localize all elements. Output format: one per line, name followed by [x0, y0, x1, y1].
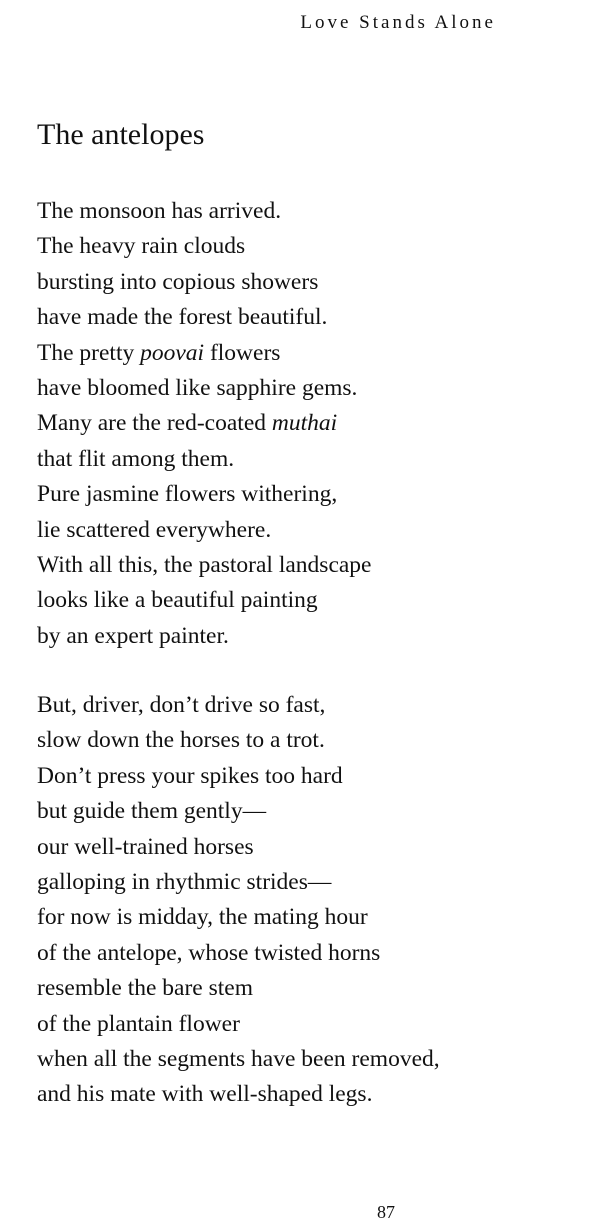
poem-line: of the plantain flower: [37, 1010, 240, 1037]
page-number: 87: [377, 1202, 395, 1222]
italic-word: poovai: [140, 339, 205, 366]
poem-line: but guide them gently—: [37, 798, 267, 825]
poem-line: With all this, the pastoral landscape: [37, 551, 372, 578]
poem-line: resemble the bare stem: [37, 975, 253, 1002]
poem-title: The antelopes: [37, 118, 205, 151]
poem-line: bursting into copious showers: [37, 268, 319, 295]
poem-line: when all the segments have been removed,: [37, 1045, 440, 1072]
poem-line: have bloomed like sapphire gems.: [37, 374, 358, 401]
poem-line: The heavy rain clouds: [37, 233, 246, 260]
poem-line: Pure jasmine flowers withering,: [37, 481, 338, 508]
stanza-1: [37, 194, 372, 654]
poem-line: looks like a beautiful painting: [37, 587, 318, 614]
poem-line: slow down the horses to a trot.: [37, 727, 325, 754]
running-header: Love Stands Alone: [300, 12, 496, 33]
poem-line: and his mate with well-shaped legs.: [37, 1081, 373, 1108]
poem-line: by an expert painter.: [37, 622, 229, 649]
poem-line: of the antelope, whose twisted horns: [37, 939, 381, 966]
poem-line: that flit among them.: [37, 445, 235, 472]
poem-line: Many are the red-coated muthai: [37, 410, 338, 437]
poem-line: have made the forest beautiful.: [37, 304, 328, 331]
poem-line: for now is midday, the mating hour: [37, 904, 368, 931]
stanza-2: [37, 688, 440, 1113]
poem-line: But, driver, don’t drive so fast,: [37, 692, 326, 718]
poem-line: our well-trained horses: [37, 833, 254, 860]
poem-line: The monsoon has arrived.: [37, 198, 282, 224]
italic-word: muthai: [271, 410, 338, 437]
poem-line: Don’t press your spikes too hard: [37, 762, 343, 789]
poem-line: The pretty poovai flowers: [37, 339, 281, 366]
poem-line: lie scattered everywhere.: [37, 516, 272, 543]
poem-line: galloping in rhythmic strides—: [37, 868, 332, 895]
